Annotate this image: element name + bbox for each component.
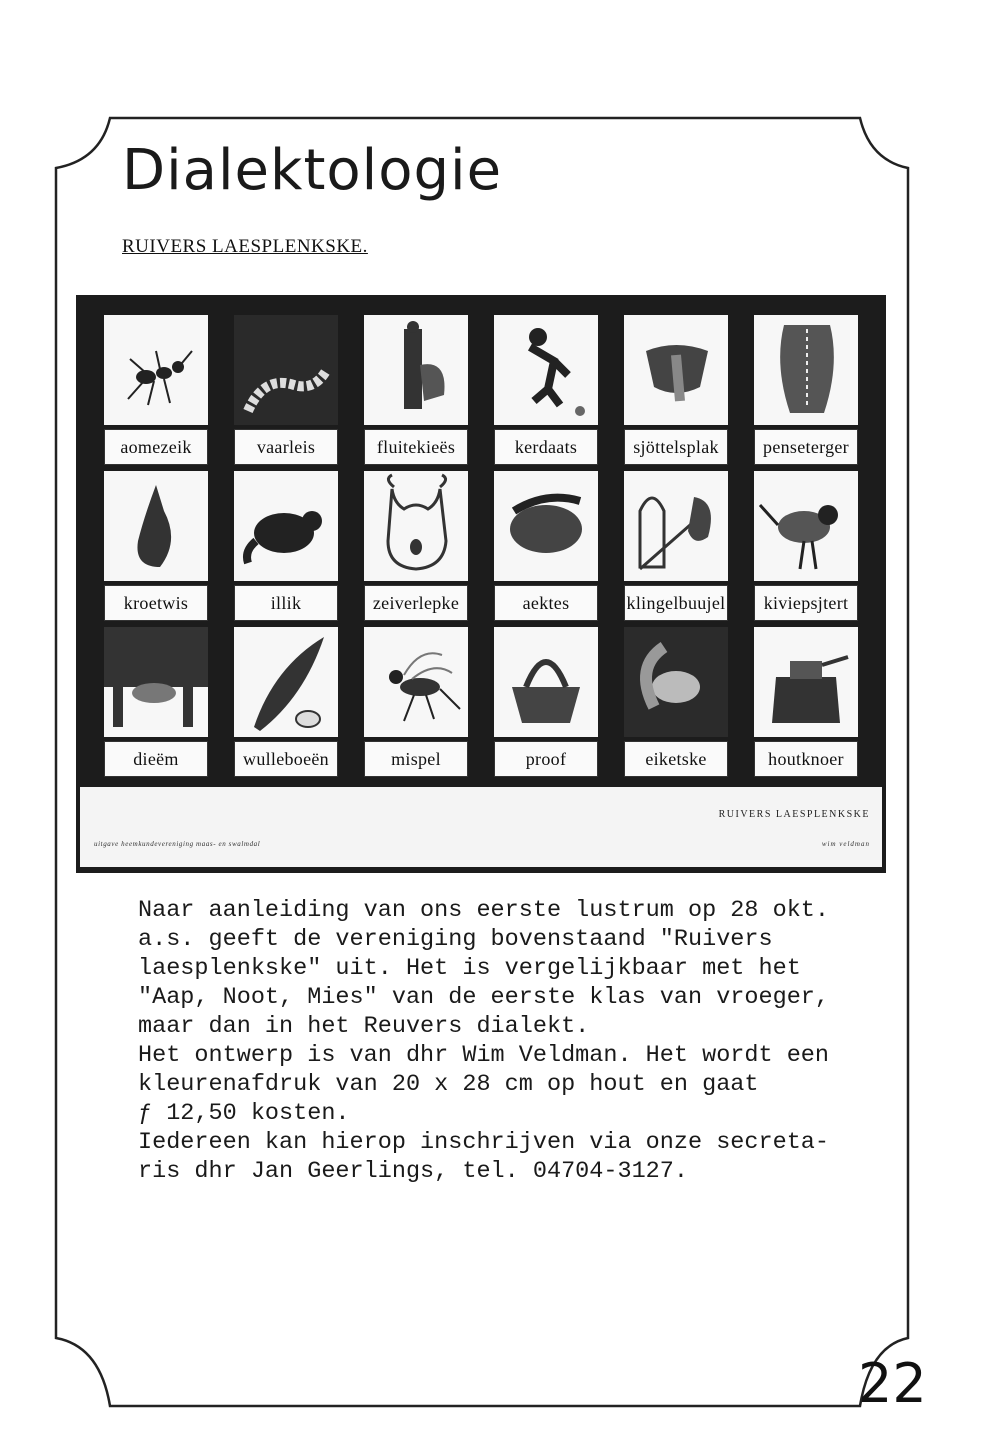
poster-card-label: dieëm <box>104 741 208 777</box>
poster-card-label: klingelbuujel <box>624 585 728 621</box>
caterpillar-icon <box>234 315 338 425</box>
church-collection-bag-icon <box>624 471 728 581</box>
poster-card <box>754 471 858 621</box>
page-number: 22 <box>858 1352 927 1415</box>
poster-card-label: houtknoer <box>754 741 858 777</box>
herb-bunch-icon <box>104 471 208 581</box>
poster-card-label: penseterger <box>754 429 858 465</box>
poster-card-label: illik <box>234 585 338 621</box>
poster-card-label: eiketske <box>624 741 728 777</box>
poster-card <box>624 627 728 777</box>
polecat-icon <box>234 471 338 581</box>
page-subtitle: RUIVERS LAESPLENKSKE. <box>122 236 368 257</box>
bib-icon <box>364 471 468 581</box>
lizard-icon <box>494 471 598 581</box>
body-line: kleurenafdruk van 20 x 28 cm op hout en gaat <box>138 1071 759 1098</box>
body-line: Iedereen kan hierop inschrijven via onze secreta- <box>138 1129 830 1156</box>
poster-card <box>754 627 858 777</box>
poster-card <box>234 471 338 621</box>
cow-udder-icon <box>104 627 208 737</box>
poster-card-label: vaarleis <box>234 429 338 465</box>
wagtail-bird-icon <box>754 471 858 581</box>
poster-card-label: aomezeik <box>104 429 208 465</box>
dishcloth-bowl-icon <box>624 315 728 425</box>
poster-card <box>364 627 468 777</box>
boy-with-marble-icon <box>494 315 598 425</box>
poster-card <box>104 471 208 621</box>
ant-icon <box>104 315 208 425</box>
corset-icon <box>754 315 858 425</box>
poster-footer-band <box>80 787 882 867</box>
poster-card <box>624 315 728 465</box>
body-line: maar dan in het Reuvers dialekt. <box>138 1013 590 1040</box>
poster-card <box>624 471 728 621</box>
poster-card-label: kroetwis <box>104 585 208 621</box>
body-line: Naar aanleiding van ons eerste lustrum op 28 okt. <box>138 897 830 924</box>
page-title: Dialektologie <box>122 138 503 203</box>
poster-card-label: kerdaats <box>494 429 598 465</box>
poster-card <box>104 315 208 465</box>
poster-title: RUIVERS LAESPLENKSKE <box>718 809 870 820</box>
poster-card <box>494 315 598 465</box>
wooden-pudding-mould-icon <box>754 627 858 737</box>
poster-publisher: uitgave heemkundevereniging maas- en swalmdal <box>94 840 261 848</box>
poster-card-label: wulleboeën <box>234 741 338 777</box>
poster-card <box>104 627 208 777</box>
poster-card-label: mispel <box>364 741 468 777</box>
wasp-icon <box>364 627 468 737</box>
body-line: ris dhr Jan Geerlings, tel. 04704-3127. <box>138 1158 688 1185</box>
poster-card-label: proof <box>494 741 598 777</box>
broad-bean-icon <box>234 627 338 737</box>
body-line: "Aap, Noot, Mies" van de eerste klas van vroeger, <box>138 984 830 1011</box>
poster-card <box>364 471 468 621</box>
poster-card <box>494 627 598 777</box>
poster-card <box>754 315 858 465</box>
poster-card <box>364 315 468 465</box>
poster-card <box>494 471 598 621</box>
squirrel-icon <box>624 627 728 737</box>
poster-card <box>234 627 338 777</box>
poster-image <box>76 295 886 873</box>
article-body <box>138 896 868 1186</box>
kettle-icon <box>364 315 468 425</box>
poster-card-label: fluitekieës <box>364 429 468 465</box>
poster-card-label: sjöttelsplak <box>624 429 728 465</box>
body-line: ƒ 12,50 kosten. <box>138 1100 350 1127</box>
body-line: Het ontwerp is van dhr Wim Veldman. Het wordt een <box>138 1042 830 1069</box>
poster-card-label: zeiverlepke <box>364 585 468 621</box>
basket-icon <box>494 627 598 737</box>
body-line: a.s. geeft de vereniging bovenstaand "Ruivers <box>138 926 773 953</box>
body-line: laesplenkske" uit. Het is vergelijkbaar met het <box>138 955 801 982</box>
poster-card-label: aektes <box>494 585 598 621</box>
poster-card-label: kiviepsjtert <box>754 585 858 621</box>
poster-card <box>234 315 338 465</box>
poster-credit: wim veldman <box>821 840 870 848</box>
